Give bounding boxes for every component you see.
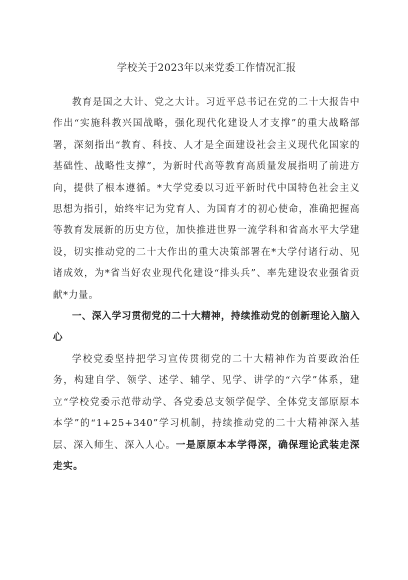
- document-title: 学校关于2023年以来党委工作情况汇报: [116, 63, 297, 74]
- section-1-paragraph: [53, 349, 360, 477]
- section-1-body-text: 学校党委坚持把学习宣传贯彻党的二十大精神作为首要政治任务，构建自学、领学、述学、辅学、见学、讲学的“六学”体系，建立“学校党委示范带动学、各党委总支领学促学、全体党支部原原本本学”的“1+25+340”学习机制，持续推动党的二十大精神深入基层、深入师生、深入人心。: [53, 353, 360, 451]
- intro-paragraph: 教育是国之大计、党之大计。习近平总书记在党的二十大报告中作出“实施科教兴国战略，强化现代化建设人才支撑”的重大战略部署，深刻指出“教育、科技、人才是全面建设社会主义现代化国家的基础性、战略性支撑”，为新时代高等教育高质量发展指明了前进方向，提供了根本遵循。*大学党委以习近平新时代中国特色社会主义思想为指引，始终牢记为党育人、为国育才的初心使命，准确把握高等教育发展新的历史方位，加快推进世界一流学科和省高水平大学建设，切实推动党的二十大作出的重大决策部署在*大学付诸行动、见诸成效，为*省当好农业现代化建设“排头兵”、率先建设农业强省贡献*力量。: [53, 97, 360, 301]
- section-1-heading: 一、深入学习贯彻党的二十大精神，持续推动党的创新理论入脑入心: [53, 311, 360, 344]
- section-1-bold-lead: 一是原原本本学得深，确保理论武装走深走实。: [53, 439, 360, 472]
